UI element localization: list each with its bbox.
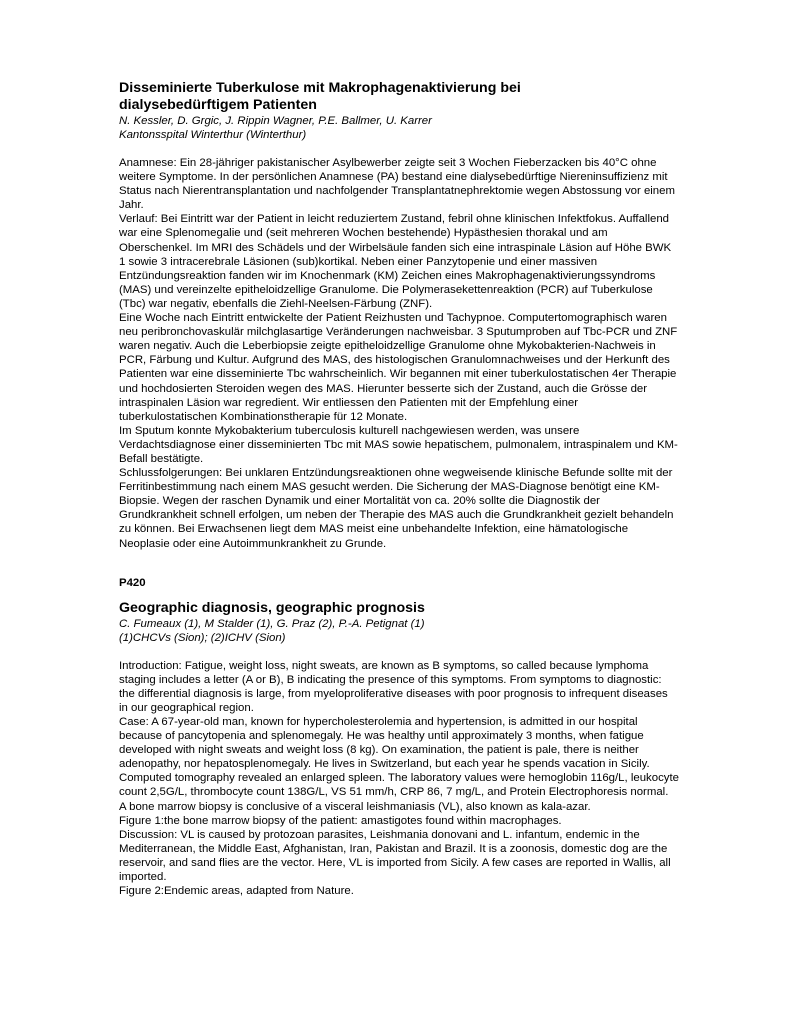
abstract-body bbox=[119, 659, 679, 899]
paragraph-sputum: Im Sputum konnte Mykobakterium tuberculosis kulturell nachgewiesen werden, was unsere Verdachtsdiagnose einer disseminierten Tbc mit MAS sowie hepatischem, pulmonalem, intraspinalem und KM-Befall bestätigte. bbox=[119, 424, 678, 465]
paragraph-verlauf: Verlauf: Bei Eintritt war der Patient in leicht reduziertem Zustand, febril ohne klinischen Infektfokus. Auffallend war eine Splenomegalie und (seit mehreren Wochen bestehende) Hypästhesien thorakal und am Oberschenkel. Im MRI des Schädels und der Wirbelsäule fanden sich eine intraspinale Läsion auf Höhe BWK 1 sowie 3 intracerebrale Läsionen (sub)kortikal. Neben einer Panzytopenie und einer massiven Entzündungsreaktion fanden wir im Knochenmark (KM) Zeichen eines Makrophagenaktivierungssyndroms (MAS) und vereinzelte epitheloidzellige Granulome. Die Polymerasekettenreaktion (PCR) auf Tuberkulose (Tbc) war negativ, ebenfalls die Ziehl-Neelsen-Färbung (ZNF). bbox=[119, 213, 672, 310]
paragraph-anamnese: Anamnese: Ein 28-jähriger pakistanischer Asylbewerber zeigte seit 3 Wochen Fieberzacken bis 40°C ohne weitere Symptome. In der persönlichen Anamnese (PA) bestand eine dialysebedürftige Niereninsuffizienz mit Status nach Nierentransplantation und nachfolgender Transplantatnephrektomie wegen Abstossung vor einem Jahr. bbox=[119, 157, 675, 212]
abstract-tuberkulose bbox=[119, 80, 679, 551]
abstract-authors: N. Kessler, D. Grgic, J. Rippin Wagner, P.E. Ballmer, U. Karrer bbox=[119, 115, 432, 127]
abstract-body bbox=[119, 156, 679, 551]
figure-2-caption: Figure 2:Endemic areas, adapted from Nature. bbox=[119, 885, 354, 898]
abstract-title: Geographic diagnosis, geographic prognosis bbox=[119, 599, 425, 616]
abstract-affiliation: Kantonsspital Winterthur (Winterthur) bbox=[119, 129, 307, 141]
abstract-code: P420 bbox=[119, 576, 146, 589]
abstract-geographic-diagnosis bbox=[119, 576, 679, 899]
abstract-affiliation: (1)CHCVs (Sion); (2)ICHV (Sion) bbox=[119, 631, 286, 644]
paragraph-case: Case: A 67-year-old man, known for hypercholesterolemia and hypertension, is admitted in our hospital because of pancytopenia and splenomegaly. He was healthy until approximately 3 months, when fatigue developed with night sweats and weight loss (8 kg). On examination, the patient is pale, there is neither adenopathy, nor hepatosplenomegaly. He lives in Switzerland, but each year he spends vacation in Sicily. bbox=[119, 716, 650, 771]
abstract-title bbox=[119, 80, 679, 114]
paragraph-discussion: Discussion: VL is caused by protozoan parasites, Leishmania donovani and L. infantum, endemic in the Mediterranean, the Middle East, Afghanistan, Iran, Pakistan and Brazil. It is a zoonosis, domestic dog are the reservoir, and sand flies are the vector. Here, VL is imported from Sicily. A few cases are reported in Wallis, all imported. bbox=[119, 828, 671, 884]
title-line: dialysebedürftigem Patienten bbox=[119, 97, 317, 113]
abstract-authors: C. Fumeaux (1), M Stalder (1), G. Praz (2), P.-A. Petignat (1) bbox=[119, 617, 425, 630]
document-page bbox=[119, 80, 679, 898]
paragraph-introduction: Introduction: Fatigue, weight loss, night sweats, are known as B symptoms, so called because lymphoma staging includes a letter (A or B), B indicating the presence of this symptoms. From symptoms to diagnostic: the differential diagnosis is large, from myeloproliferative diseases with poor prognosis to infrequent diseases in our geographical region. bbox=[119, 659, 668, 714]
paragraph-course-continued: Eine Woche nach Eintritt entwickelte der Patient Reizhusten und Tachypnoe. Computertomographisch waren neu peribronchovaskulär milchglasartige Veränderungen nachweisbar. 3 Sputumproben auf Tbc-PCR und ZNF waren negativ. Auch die Leberbiopsie zeigte epitheloidzellige Granulome ohne Mykobakterien-Nachweis in PCR, Färbung und Kultur. Aufgrund des MAS, des histologischen Granulomnachweises und der Herkunft des Patienten war eine disseminierte Tbc wahrscheinlich. Wir begannen mit einer tuberkulostatischen 4er Therapie und hochdosierten Steroiden wegen des MAS. Hierunter besserte sich der Zustand, auch die Grösse der intraspinalen Läsion war regredient. Wir entliessen den Patienten mit der Empfehlung einer tuberkulostatischen Kombinationstherapie für 12 Monate. bbox=[119, 312, 678, 423]
paragraph-biopsy: A bone marrow biopsy is conclusive of a visceral leishmaniasis (VL), also known as kala-azar. bbox=[119, 800, 591, 813]
paragraph-ct: Computed tomography revealed an enlarged spleen. The laboratory values were hemoglobin 116g/L, leukocyte count 2,5G/L, thrombocyte count 138G/L, VS 51 mm/h, CRP 86, 7 mg/L, and Protein Electrophoresis normal. bbox=[119, 772, 679, 799]
paragraph-schlussfolgerungen: Schlussfolgerungen: Bei unklaren Entzündungsreaktionen ohne wegweisende klinische Befunde sollte mit der Ferritinbestimmung nach einem MAS gesucht werden. Die Sicherung der MAS-Diagnose benötigt eine KM-Biopsie. Wegen der raschen Dynamik und einer Mortalität von ca. 20% sollte die Diagnostik der Grundkrankheit schnell erfolgen, um neben der Therapie des MAS auch die Grundkrankheit gezielt behandeln zu können. Bei Erwachsenen liegt dem MAS meist eine unbehandelte Infektion, eine hämatologische Neoplasie oder eine Autoimmunkrankheit zu Grunde. bbox=[119, 467, 674, 550]
figure-1-caption: Figure 1:the bone marrow biopsy of the patient: amastigotes found within macrophages. bbox=[119, 814, 562, 827]
title-line: Disseminierte Tuberkulose mit Makrophagenaktivierung bei bbox=[119, 80, 521, 96]
